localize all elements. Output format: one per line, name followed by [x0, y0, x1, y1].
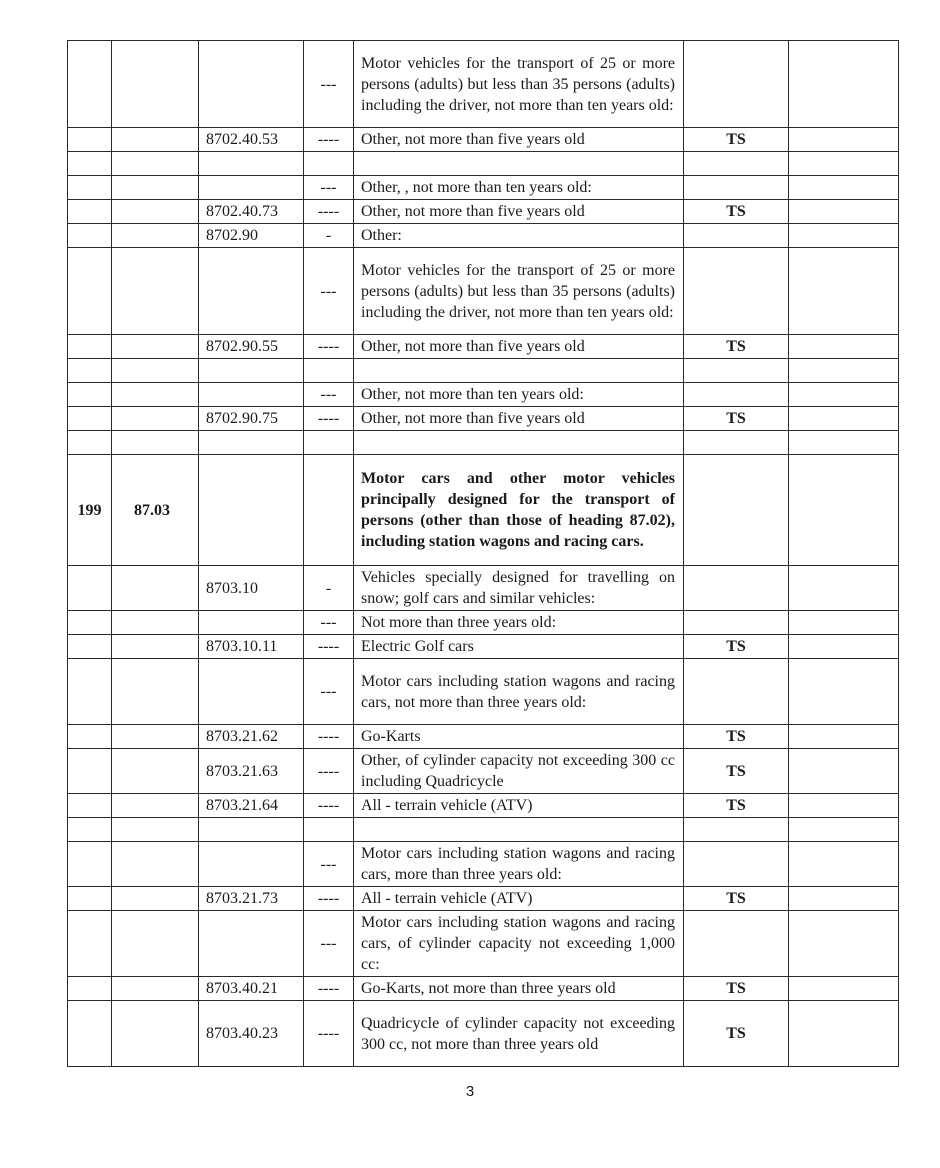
ts-flag-cell: TS — [684, 794, 789, 818]
level-dash-cell: ---- — [304, 887, 354, 911]
heading-cell — [112, 749, 199, 794]
heading-cell — [112, 566, 199, 611]
description-cell — [354, 431, 684, 455]
remarks-cell — [789, 611, 899, 635]
remarks-cell — [789, 566, 899, 611]
table-row — [68, 749, 899, 794]
hs-code-cell — [199, 431, 304, 455]
level-dash-cell: - — [304, 566, 354, 611]
table-row — [68, 152, 899, 176]
heading-cell — [112, 383, 199, 407]
level-dash-cell: ---- — [304, 128, 354, 152]
ts-flag-cell — [684, 224, 789, 248]
hs-code-cell: 8703.21.73 — [199, 887, 304, 911]
hs-code-cell: 8702.90.55 — [199, 335, 304, 359]
ts-flag-cell — [684, 431, 789, 455]
ts-flag-cell — [684, 611, 789, 635]
remarks-cell — [789, 455, 899, 566]
serial-number-cell — [68, 794, 112, 818]
table-row — [68, 887, 899, 911]
remarks-cell — [789, 248, 899, 335]
table-row — [68, 635, 899, 659]
table-row — [68, 911, 899, 977]
heading-cell — [112, 977, 199, 1001]
ts-flag-cell — [684, 911, 789, 977]
remarks-cell — [789, 725, 899, 749]
remarks-cell — [789, 887, 899, 911]
serial-number-cell — [68, 566, 112, 611]
hs-code-cell — [199, 152, 304, 176]
level-dash-cell: ---- — [304, 1001, 354, 1067]
ts-flag-cell — [684, 176, 789, 200]
description-cell: Other: — [354, 224, 684, 248]
remarks-cell — [789, 41, 899, 128]
table-row — [68, 1001, 899, 1067]
serial-number-cell: 199 — [68, 455, 112, 566]
hs-code-cell: 8703.10 — [199, 566, 304, 611]
description-cell: Other, not more than five years old — [354, 128, 684, 152]
serial-number-cell — [68, 41, 112, 128]
description-cell: All - terrain vehicle (ATV) — [354, 794, 684, 818]
table-row — [68, 794, 899, 818]
serial-number-cell — [68, 128, 112, 152]
heading-cell — [112, 911, 199, 977]
serial-number-cell — [68, 977, 112, 1001]
heading-cell — [112, 359, 199, 383]
heading-cell — [112, 176, 199, 200]
heading-cell — [112, 887, 199, 911]
hs-code-cell — [199, 176, 304, 200]
level-dash-cell: - — [304, 224, 354, 248]
hs-code-cell: 8702.40.73 — [199, 200, 304, 224]
level-dash-cell: ---- — [304, 200, 354, 224]
remarks-cell — [789, 128, 899, 152]
tariff-table — [67, 40, 899, 1067]
hs-code-cell — [199, 659, 304, 725]
ts-flag-cell — [684, 152, 789, 176]
table-row — [68, 407, 899, 431]
table-row — [68, 977, 899, 1001]
hs-code-cell: 8702.90 — [199, 224, 304, 248]
serial-number-cell — [68, 383, 112, 407]
hs-code-cell: 8703.21.62 — [199, 725, 304, 749]
ts-flag-cell: TS — [684, 1001, 789, 1067]
serial-number-cell — [68, 248, 112, 335]
description-cell: Other, of cylinder capacity not exceeding 300 cc including Quadricycle — [354, 749, 684, 794]
table-row — [68, 455, 899, 566]
description-cell: Other, not more than five years old — [354, 407, 684, 431]
heading-cell — [112, 128, 199, 152]
table-row — [68, 224, 899, 248]
ts-flag-cell: TS — [684, 200, 789, 224]
table-row — [68, 200, 899, 224]
heading-cell — [112, 635, 199, 659]
heading-cell — [112, 335, 199, 359]
serial-number-cell — [68, 749, 112, 794]
heading-cell: 87.03 — [112, 455, 199, 566]
serial-number-cell — [68, 152, 112, 176]
hs-code-cell — [199, 383, 304, 407]
ts-flag-cell — [684, 842, 789, 887]
description-cell: All - terrain vehicle (ATV) — [354, 887, 684, 911]
heading-cell — [112, 611, 199, 635]
remarks-cell — [789, 431, 899, 455]
table-row — [68, 383, 899, 407]
level-dash-cell — [304, 152, 354, 176]
ts-flag-cell — [684, 248, 789, 335]
serial-number-cell — [68, 407, 112, 431]
description-cell: Vehicles specially designed for travelling on snow; golf cars and similar vehicles: — [354, 566, 684, 611]
serial-number-cell — [68, 224, 112, 248]
level-dash-cell: ---- — [304, 725, 354, 749]
remarks-cell — [789, 176, 899, 200]
description-cell: Quadricycle of cylinder capacity not exceeding 300 cc, not more than three years old — [354, 1001, 684, 1067]
hs-code-cell — [199, 359, 304, 383]
ts-flag-cell: TS — [684, 635, 789, 659]
ts-flag-cell — [684, 455, 789, 566]
description-cell: Motor cars including station wagons and racing cars, more than three years old: — [354, 842, 684, 887]
level-dash-cell — [304, 431, 354, 455]
table-row — [68, 359, 899, 383]
level-dash-cell: --- — [304, 842, 354, 887]
table-row — [68, 725, 899, 749]
description-cell: Other, not more than five years old — [354, 200, 684, 224]
tariff-table-body — [68, 41, 899, 1067]
serial-number-cell — [68, 818, 112, 842]
remarks-cell — [789, 335, 899, 359]
remarks-cell — [789, 794, 899, 818]
hs-code-cell — [199, 911, 304, 977]
table-row — [68, 659, 899, 725]
serial-number-cell — [68, 335, 112, 359]
table-row — [68, 335, 899, 359]
description-cell: Other, not more than ten years old: — [354, 383, 684, 407]
hs-code-cell: 8703.21.63 — [199, 749, 304, 794]
ts-flag-cell — [684, 566, 789, 611]
serial-number-cell — [68, 611, 112, 635]
table-row — [68, 611, 899, 635]
serial-number-cell — [68, 659, 112, 725]
table-row — [68, 41, 899, 128]
hs-code-cell — [199, 818, 304, 842]
serial-number-cell — [68, 842, 112, 887]
description-cell: Other, not more than five years old — [354, 335, 684, 359]
heading-cell — [112, 659, 199, 725]
ts-flag-cell — [684, 818, 789, 842]
serial-number-cell — [68, 887, 112, 911]
table-row — [68, 566, 899, 611]
heading-cell — [112, 41, 199, 128]
heading-cell — [112, 794, 199, 818]
level-dash-cell: ---- — [304, 407, 354, 431]
heading-cell — [112, 224, 199, 248]
description-cell — [354, 152, 684, 176]
remarks-cell — [789, 818, 899, 842]
level-dash-cell: ---- — [304, 335, 354, 359]
heading-cell — [112, 152, 199, 176]
table-row — [68, 431, 899, 455]
level-dash-cell: --- — [304, 383, 354, 407]
remarks-cell — [789, 407, 899, 431]
level-dash-cell: ---- — [304, 635, 354, 659]
serial-number-cell — [68, 359, 112, 383]
level-dash-cell: --- — [304, 911, 354, 977]
hs-code-cell: 8702.90.75 — [199, 407, 304, 431]
heading-cell — [112, 818, 199, 842]
serial-number-cell — [68, 176, 112, 200]
hs-code-cell: 8703.40.21 — [199, 977, 304, 1001]
heading-cell — [112, 842, 199, 887]
remarks-cell — [789, 911, 899, 977]
hs-code-cell — [199, 455, 304, 566]
page-number: 3 — [465, 1083, 475, 1100]
ts-flag-cell — [684, 659, 789, 725]
remarks-cell — [789, 977, 899, 1001]
description-cell: Motor vehicles for the transport of 25 or more persons (adults) but less than 35 persons (adults) including the driver, not more than ten years old: — [354, 41, 684, 128]
remarks-cell — [789, 200, 899, 224]
ts-flag-cell: TS — [684, 128, 789, 152]
description-cell: Electric Golf cars — [354, 635, 684, 659]
hs-code-cell — [199, 611, 304, 635]
ts-flag-cell — [684, 383, 789, 407]
description-cell: Other, , not more than ten years old: — [354, 176, 684, 200]
heading-cell — [112, 1001, 199, 1067]
level-dash-cell — [304, 818, 354, 842]
description-cell — [354, 818, 684, 842]
remarks-cell — [789, 359, 899, 383]
serial-number-cell — [68, 1001, 112, 1067]
heading-cell — [112, 248, 199, 335]
description-cell: Motor cars including station wagons and racing cars, not more than three years old: — [354, 659, 684, 725]
serial-number-cell — [68, 911, 112, 977]
table-row — [68, 818, 899, 842]
remarks-cell — [789, 383, 899, 407]
description-cell: Go-Karts — [354, 725, 684, 749]
level-dash-cell: --- — [304, 248, 354, 335]
remarks-cell — [789, 635, 899, 659]
hs-code-cell: 8703.40.23 — [199, 1001, 304, 1067]
level-dash-cell: ---- — [304, 749, 354, 794]
remarks-cell — [789, 224, 899, 248]
serial-number-cell — [68, 635, 112, 659]
hs-code-cell — [199, 41, 304, 128]
description-cell: Motor vehicles for the transport of 25 or more persons (adults) but less than 35 persons (adults) including the driver, not more than ten years old: — [354, 248, 684, 335]
level-dash-cell: --- — [304, 659, 354, 725]
ts-flag-cell — [684, 359, 789, 383]
hs-code-cell: 8702.40.53 — [199, 128, 304, 152]
level-dash-cell: --- — [304, 41, 354, 128]
level-dash-cell — [304, 455, 354, 566]
remarks-cell — [789, 152, 899, 176]
table-row — [68, 128, 899, 152]
ts-flag-cell: TS — [684, 887, 789, 911]
hs-code-cell: 8703.10.11 — [199, 635, 304, 659]
remarks-cell — [789, 659, 899, 725]
serial-number-cell — [68, 725, 112, 749]
description-cell — [354, 359, 684, 383]
heading-cell — [112, 431, 199, 455]
hs-code-cell — [199, 248, 304, 335]
remarks-cell — [789, 842, 899, 887]
table-row — [68, 842, 899, 887]
ts-flag-cell: TS — [684, 725, 789, 749]
level-dash-cell — [304, 359, 354, 383]
serial-number-cell — [68, 431, 112, 455]
table-row — [68, 176, 899, 200]
ts-flag-cell: TS — [684, 977, 789, 1001]
remarks-cell — [789, 749, 899, 794]
hs-code-cell — [199, 842, 304, 887]
heading-cell — [112, 725, 199, 749]
description-cell: Go-Karts, not more than three years old — [354, 977, 684, 1001]
heading-cell — [112, 200, 199, 224]
table-row — [68, 248, 899, 335]
serial-number-cell — [68, 200, 112, 224]
level-dash-cell: --- — [304, 176, 354, 200]
ts-flag-cell: TS — [684, 335, 789, 359]
level-dash-cell: ---- — [304, 977, 354, 1001]
description-cell: Motor cars including station wagons and racing cars, of cylinder capacity not exceeding 1,000 cc: — [354, 911, 684, 977]
ts-flag-cell — [684, 41, 789, 128]
ts-flag-cell: TS — [684, 749, 789, 794]
ts-flag-cell: TS — [684, 407, 789, 431]
hs-code-cell: 8703.21.64 — [199, 794, 304, 818]
description-cell: Motor cars and other motor vehicles principally designed for the transport of persons (other than those of heading 87.02), including station wagons and racing cars. — [354, 455, 684, 566]
heading-cell — [112, 407, 199, 431]
remarks-cell — [789, 1001, 899, 1067]
description-cell: Not more than three years old: — [354, 611, 684, 635]
level-dash-cell: --- — [304, 611, 354, 635]
level-dash-cell: ---- — [304, 794, 354, 818]
